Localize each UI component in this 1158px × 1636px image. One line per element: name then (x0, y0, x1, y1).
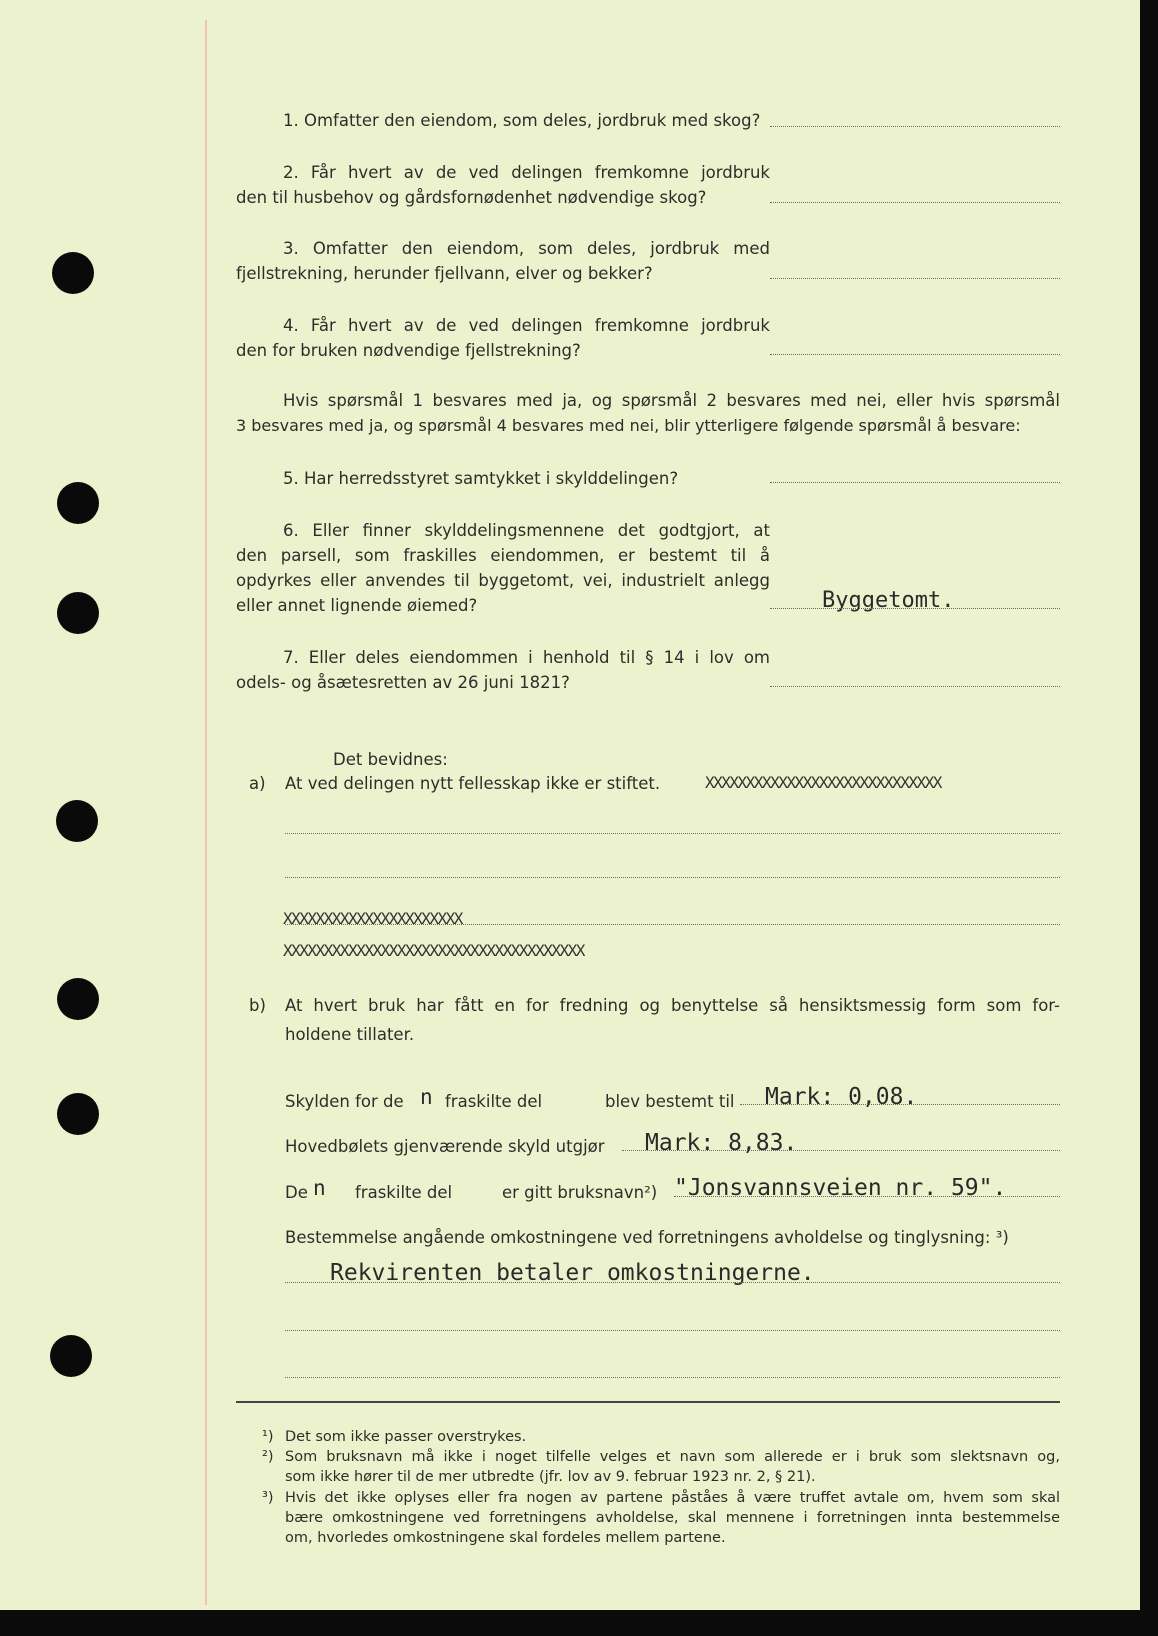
omkostning-value: Rekvirenten betaler omkostningerne. (330, 1260, 815, 1286)
certify-heading: Det bevidnes: (333, 750, 448, 769)
struck-text-a: XXXXXXXXXXXXXXXXXXXXXXXXXXXXX (705, 773, 941, 792)
footnote-rule (236, 1401, 1060, 1403)
answer-line-1[interactable] (770, 126, 1060, 127)
skyld-n-1: n (420, 1085, 433, 1109)
conditional-note-line-1: Hvis spørsmål 1 besvares med ja, og spørsmål 2 besvares med nei, eller hvis spørsmål (283, 391, 1060, 410)
question-5: 5. Har herredsstyret samtykket i skylddelingen? (283, 469, 679, 488)
question-6-line-2: den parsell, som fraskilles eiendommen, er bestemt til å (236, 546, 770, 565)
footnote-3-line-2: bære omkostningene ved forretningens avholdelse, skal mennene i forretningen innta bestemmelse (285, 1510, 1060, 1526)
answer-line-2[interactable] (770, 202, 1060, 203)
skyld-label-1c: blev bestemt til (605, 1092, 735, 1111)
certify-b-line-1: At hvert bruk har fått en for fredning og benyttelse så hensiktsmessig form som for- (285, 996, 1060, 1015)
footnote-3-line-3: om, hvorledes omkostningene skal fordeles mellem partene. (285, 1530, 726, 1546)
question-2-line-1: 2. Får hvert av de ved delingen fremkomne jordbruk (283, 163, 770, 182)
punch-hole (57, 482, 99, 524)
blank-line[interactable] (285, 877, 1060, 878)
blank-line[interactable] (285, 1377, 1060, 1378)
footnote-3-mark: ³) (262, 1490, 274, 1506)
certify-b-line-2: holdene tillater. (285, 1025, 415, 1044)
skyld-label-3b: fraskilte del (355, 1183, 453, 1202)
answer-line-4[interactable] (770, 354, 1060, 355)
blank-line[interactable] (285, 1330, 1060, 1331)
punch-hole (57, 592, 99, 634)
question-6-line-3: opdyrkes eller anvendes til byggetomt, vei, industrielt anlegg (236, 571, 770, 590)
question-6-line-1: 6. Eller finner skylddelingsmennene det godtgjort, at (283, 521, 770, 540)
answer-line-bruksnavn[interactable] (674, 1196, 1060, 1197)
certify-a-text: At ved delingen nytt fellesskap ikke er stiftet. (285, 774, 661, 793)
footnote-2-line-1: Som bruksnavn må ikke i noget tilfelle velges et navn som allerede er i bruk som slektsnavn og, (285, 1449, 1060, 1465)
footnote-2-mark: ²) (262, 1449, 274, 1465)
skyld-label-1: Skylden for de (285, 1092, 404, 1111)
answer-line-7[interactable] (770, 686, 1060, 687)
skyld-value-1: Mark: 0,08. (765, 1084, 918, 1110)
question-6-answer: Byggetomt. (822, 588, 955, 613)
punch-hole (52, 252, 94, 294)
conditional-note-line-2: 3 besvares med ja, og spørsmål 4 besvares med nei, blir ytterligere følgende spørsmål å besvare: (236, 416, 1021, 435)
certify-b-label: b) (249, 996, 266, 1015)
answer-line-skyld-2[interactable] (622, 1150, 1060, 1151)
footnote-1-mark: ¹) (262, 1429, 274, 1445)
question-1: 1. Omfatter den eiendom, som deles, jordbruk med skog? (283, 111, 761, 130)
footnote-1: Det som ikke passer overstrykes. (285, 1429, 527, 1445)
skyld-n-3: n (313, 1176, 326, 1200)
blank-line[interactable] (285, 1282, 1060, 1283)
punch-hole (56, 800, 98, 842)
blank-line[interactable] (285, 833, 1060, 834)
answer-line-5[interactable] (770, 482, 1060, 483)
answer-line-3[interactable] (770, 278, 1060, 279)
answer-line-6[interactable] (770, 608, 1060, 609)
skyld-value-2: Mark: 8,83. (645, 1130, 798, 1156)
question-6-line-4: eller annet lignende øiemed? (236, 596, 478, 615)
punch-hole (57, 1093, 99, 1135)
omkostning-label: Bestemmelse angående omkostningene ved forretningens avholdelse og tinglysning: ³) (285, 1228, 1009, 1247)
question-7-line-2: odels- og åsætesretten av 26 juni 1821? (236, 673, 570, 692)
question-3-line-2: fjellstrekning, herunder fjellvann, elver og bekker? (236, 264, 653, 283)
question-4-line-1: 4. Får hvert av de ved delingen fremkomne jordbruk (283, 316, 770, 335)
question-4-line-2: den for bruken nødvendige fjellstrekning? (236, 341, 581, 360)
skyld-label-2: Hovedbølets gjenværende skyld utgjør (285, 1137, 605, 1156)
margin-line (205, 20, 207, 1605)
skyld-label-3c: er gitt bruksnavn²) (502, 1183, 658, 1202)
skyld-label-1b: fraskilte del (445, 1092, 543, 1111)
punch-hole (57, 978, 99, 1020)
answer-line-skyld-1[interactable] (740, 1104, 1060, 1105)
footnote-2-line-2: som ikke hører til de mer utbredte (jfr. lov av 9. februar 1923 nr. 2, § 21). (285, 1469, 816, 1485)
punch-hole (50, 1335, 92, 1377)
certify-a-label: a) (249, 774, 266, 793)
skyld-label-3: De (285, 1183, 308, 1202)
blank-line[interactable] (285, 924, 1060, 925)
question-2-line-2: den til husbehov og gårdsfornødenhet nødvendige skog? (236, 188, 707, 207)
question-3-line-1: 3. Omfatter den eiendom, som deles, jordbruk med (283, 239, 770, 258)
bruksnavn-value: "Jonsvannsveien nr. 59". (674, 1175, 1007, 1201)
footnote-3-line-1: Hvis det ikke oplyses eller fra nogen av partene påståes å være truffet avtale om, hvem som skal (285, 1490, 1060, 1506)
struck-text-1: XXXXXXXXXXXXXXXXXXXXXX (283, 909, 462, 928)
struck-text-2: XXXXXXXXXXXXXXXXXXXXXXXXXXXXXXXXXXXXX (283, 941, 584, 960)
question-7-line-1: 7. Eller deles eiendommen i henhold til § 14 i lov om (283, 648, 770, 667)
